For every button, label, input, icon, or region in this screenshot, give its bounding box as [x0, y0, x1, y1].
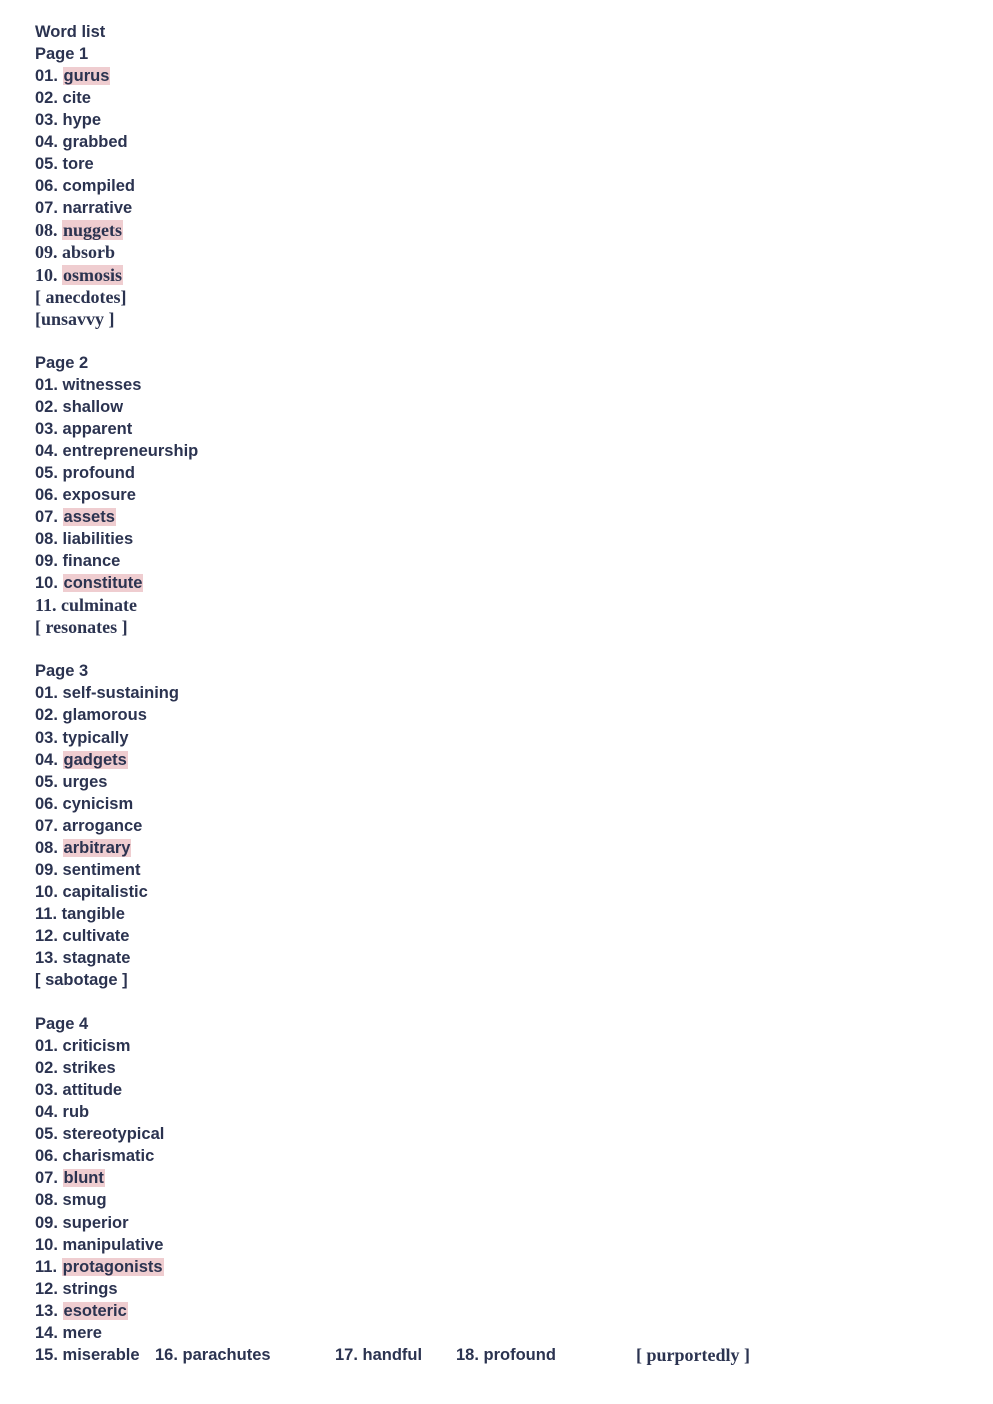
item-word: superior: [62, 1213, 129, 1232]
list-item: 18. profound: [456, 1345, 556, 1364]
item-number: 08.: [35, 1191, 58, 1210]
list-item: [35, 1035, 965, 1057]
item-word: strings: [62, 1279, 118, 1298]
item-word: profound: [62, 463, 135, 482]
bracketed-word: [unsavvy ]: [35, 308, 115, 329]
list-item: [35, 65, 965, 87]
list-item: [35, 1189, 965, 1211]
item-word: charismatic: [62, 1147, 155, 1166]
item-number: 13.: [35, 1301, 58, 1320]
highlighted-word: gurus: [63, 67, 110, 86]
item-number: 06.: [35, 1147, 58, 1166]
item-number: 11.: [35, 904, 58, 923]
list-item: [35, 837, 965, 859]
item-word: self-sustaining: [62, 684, 179, 703]
item-number: 10.: [35, 1235, 58, 1254]
list-item: [35, 1322, 965, 1344]
item-word: entrepreneurship: [62, 441, 199, 460]
item-number: 06.: [35, 485, 58, 504]
item-number: 05.: [35, 463, 58, 482]
item-number: 04.: [35, 133, 58, 152]
item-number: 05.: [35, 772, 58, 791]
item-number: 04.: [35, 750, 58, 769]
list-item: [35, 241, 965, 263]
item-number: 08.: [35, 220, 58, 241]
page-section-2: [35, 352, 965, 639]
list-item: [35, 109, 965, 131]
item-number: 01.: [35, 684, 58, 703]
list-item: [35, 594, 965, 616]
item-word: criticism: [62, 1037, 131, 1056]
list-item: [35, 1101, 965, 1123]
item-word: narrative: [62, 199, 133, 218]
list-item: [35, 462, 965, 484]
item-number: 07.: [35, 199, 58, 218]
item-number: 10.: [35, 574, 58, 593]
item-word: witnesses: [62, 375, 142, 394]
highlighted-word: gadgets: [63, 750, 127, 769]
page-section-4: [35, 1013, 965, 1366]
list-item: 17. handful: [335, 1345, 423, 1364]
item-word: finance: [62, 552, 121, 571]
item-number: 11.: [35, 1257, 58, 1276]
page-heading: Page 2: [35, 353, 89, 372]
page-section-3: [35, 660, 965, 991]
item-number: 02.: [35, 89, 58, 108]
list-item: [35, 219, 965, 241]
list-item: [35, 418, 965, 440]
list-item: [35, 197, 965, 219]
item-number: 07.: [35, 1169, 58, 1188]
highlighted-word: arbitrary: [63, 838, 131, 857]
list-item: [35, 153, 965, 175]
item-word: absorb: [62, 242, 116, 263]
bracketed-word: [ anecdotes]: [35, 286, 127, 307]
item-word: compiled: [62, 177, 135, 196]
list-item: [35, 1057, 965, 1079]
section-spacer: [35, 638, 965, 660]
item-word: rub: [62, 1103, 90, 1122]
list-item: [35, 374, 965, 396]
item-number: 03.: [35, 728, 58, 747]
item-word: liabilities: [62, 530, 134, 549]
item-number: 05.: [35, 155, 58, 174]
item-word: grabbed: [62, 133, 128, 152]
item-number: 06.: [35, 794, 58, 813]
bracketed-word: [ sabotage ]: [35, 971, 128, 990]
list-item: [35, 727, 965, 749]
item-word: tore: [62, 155, 94, 174]
list-item: [35, 881, 965, 903]
list-item: [35, 1256, 965, 1278]
item-number: 12.: [35, 1279, 58, 1298]
list-item: [35, 1278, 965, 1300]
item-number: 04.: [35, 441, 58, 460]
item-number: 09.: [35, 552, 58, 571]
list-item: [35, 1123, 965, 1145]
list-item: [35, 682, 965, 704]
list-item: [35, 1079, 965, 1101]
item-number: 03.: [35, 1081, 58, 1100]
list-item: [35, 175, 965, 197]
item-number: 11.: [35, 595, 57, 616]
item-number: 04.: [35, 1103, 58, 1122]
item-word: manipulative: [62, 1235, 164, 1254]
list-item: [35, 572, 965, 594]
item-number: 09.: [35, 242, 58, 263]
item-number: 14.: [35, 1323, 58, 1342]
item-number: 02.: [35, 397, 58, 416]
highlighted-word: protagonists: [62, 1257, 163, 1276]
word-list-document: [35, 21, 965, 1366]
list-item: [35, 903, 965, 925]
item-word: tangible: [61, 904, 125, 923]
item-word: glamorous: [62, 706, 147, 725]
item-number: 02.: [35, 706, 58, 725]
list-item: [35, 87, 965, 109]
item-number: 03.: [35, 419, 58, 438]
list-item: [35, 131, 965, 153]
item-number: 01.: [35, 375, 58, 394]
item-word: urges: [62, 772, 108, 791]
item-number: 03.: [35, 111, 58, 130]
list-item: [35, 396, 965, 418]
list-item: [35, 484, 965, 506]
page-heading: Page 1: [35, 45, 89, 64]
list-item: [35, 771, 965, 793]
item-number: 07.: [35, 508, 58, 527]
list-item: 15. miserable: [35, 1345, 140, 1364]
list-item: [35, 793, 965, 815]
list-item: [35, 815, 965, 837]
list-item: 16. parachutes: [155, 1345, 271, 1364]
item-word: shallow: [62, 397, 124, 416]
list-item: [35, 1300, 965, 1322]
item-number: 01.: [35, 67, 58, 86]
list-item: [35, 528, 965, 550]
list-item: [35, 859, 965, 881]
list-item: [35, 506, 965, 528]
list-item: [35, 925, 965, 947]
list-item: [35, 749, 965, 771]
bracketed-word: [ purportedly ]: [636, 1344, 750, 1365]
item-number: 08.: [35, 530, 58, 549]
item-number: 01.: [35, 1037, 58, 1056]
list-item: [35, 704, 965, 726]
highlighted-word: blunt: [63, 1169, 104, 1188]
bracketed-word: [ resonates ]: [35, 617, 128, 638]
final-row: [35, 1344, 965, 1366]
page-heading: Page 3: [35, 662, 89, 681]
item-number: 09.: [35, 860, 58, 879]
list-item: [35, 550, 965, 572]
section-spacer: [35, 991, 965, 1013]
item-number: 05.: [35, 1125, 58, 1144]
list-item: [35, 440, 965, 462]
item-number: 08.: [35, 838, 58, 857]
highlighted-word: constitute: [63, 574, 143, 593]
item-word: exposure: [62, 485, 136, 504]
highlighted-word: nuggets: [63, 220, 123, 241]
item-word: cultivate: [62, 926, 130, 945]
page-heading: Page 4: [35, 1015, 89, 1034]
item-word: attitude: [62, 1081, 123, 1100]
highlighted-word: esoteric: [63, 1301, 127, 1320]
highlighted-word: assets: [63, 508, 115, 527]
item-word: capitalistic: [62, 882, 148, 901]
item-word: culminate: [61, 595, 138, 616]
item-word: stagnate: [62, 948, 131, 967]
list-item: [35, 1234, 965, 1256]
item-number: 10.: [35, 882, 58, 901]
item-number: 07.: [35, 816, 58, 835]
item-number: 10.: [35, 264, 58, 285]
highlighted-word: osmosis: [63, 264, 123, 285]
list-item: [35, 1145, 965, 1167]
document-title: Word list: [35, 23, 106, 41]
section-spacer: [35, 330, 965, 352]
list-item: [35, 1167, 965, 1189]
item-word: arrogance: [62, 816, 143, 835]
item-word: smug: [62, 1191, 107, 1210]
list-item: [35, 264, 965, 286]
item-word: cynicism: [62, 794, 134, 813]
item-number: 09.: [35, 1213, 58, 1232]
item-word: strikes: [62, 1059, 116, 1078]
item-number: 06.: [35, 177, 58, 196]
item-word: sentiment: [62, 860, 141, 879]
item-number: 02.: [35, 1059, 58, 1078]
list-item: [35, 1212, 965, 1234]
page-section-1: [35, 43, 965, 330]
list-item: [35, 947, 965, 969]
item-word: cite: [62, 89, 91, 108]
item-number: 12.: [35, 926, 58, 945]
item-word: apparent: [62, 419, 133, 438]
item-number: 13.: [35, 948, 58, 967]
item-word: stereotypical: [62, 1125, 165, 1144]
item-word: mere: [62, 1323, 102, 1342]
item-word: typically: [62, 728, 129, 747]
item-word: hype: [62, 111, 102, 130]
